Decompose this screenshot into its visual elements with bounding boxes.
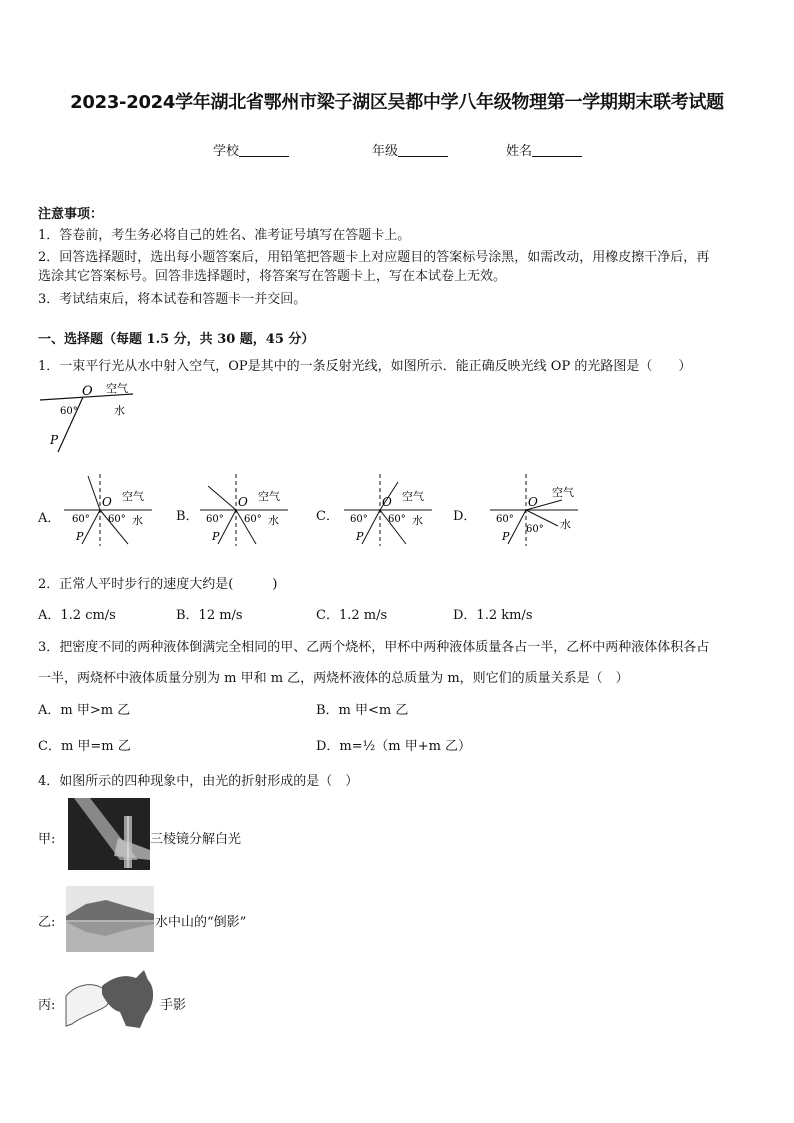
- fig-label-air: 空气: [106, 382, 128, 395]
- svg-text:O: O: [528, 495, 538, 509]
- fig-label-angle: 60°: [60, 406, 78, 417]
- svg-text:空气: 空气: [122, 490, 144, 503]
- svg-text:水: 水: [412, 514, 423, 527]
- question-1-stem: 1．一束平行光从水中射入空气，OP是其中的一条反射光线，如图所示．能正确反映光线 OP 的光路图是（ ）: [38, 359, 692, 374]
- svg-text:P: P: [212, 530, 220, 543]
- q4-item-label: 甲:: [38, 832, 56, 847]
- prism-photo: [68, 798, 150, 870]
- svg-text:60°: 60°: [206, 514, 224, 525]
- grade-field: [372, 140, 448, 159]
- option-c-diagram: [338, 474, 438, 546]
- svg-text:P: P: [356, 530, 364, 543]
- option-a[interactable]: A．: [38, 511, 61, 526]
- school-blank: [239, 144, 289, 157]
- svg-text:空气: 空气: [258, 490, 280, 503]
- mountain-reflection-photo: [66, 886, 154, 952]
- grade-blank: [398, 144, 448, 157]
- option-b-diagram: [194, 474, 294, 546]
- option-a-diagram: [58, 474, 158, 546]
- svg-text:60°: 60°: [244, 514, 262, 525]
- option-d[interactable]: D．: [453, 509, 477, 524]
- question-3-stem-line2: 一半，两烧杯中液体质量分别为 m 甲和 m 乙，两烧杯液体的总质量为 m，则它们的质量关系是（ ）: [38, 671, 629, 686]
- svg-text:60°: 60°: [388, 514, 406, 525]
- svg-text:水: 水: [132, 514, 143, 527]
- hand-shadow-photo: [62, 966, 158, 1032]
- name-blank: [532, 144, 582, 157]
- svg-text:O: O: [238, 495, 248, 509]
- notice-item: 3．考试结束后，将本试卷和答题卡一并交回。: [38, 292, 307, 307]
- q2-option-d[interactable]: D．1.2 km/s: [453, 608, 533, 623]
- section-heading: 一、选择题（每题 1.5 分，共 30 题，45 分）: [38, 332, 315, 347]
- name-label: 姓名: [506, 144, 533, 159]
- svg-text:水: 水: [560, 518, 571, 531]
- grade-label: 年级: [372, 144, 399, 159]
- school-field: [213, 140, 289, 159]
- svg-text:60°: 60°: [108, 514, 126, 525]
- q2-option-b[interactable]: B．12 m/s: [176, 608, 243, 623]
- question-4-stem: 4．如图所示的四种现象中，由光的折射形成的是（ ）: [38, 774, 359, 789]
- notice-item: 2．回答选择题时，选出每小题答案后，用铅笔把答题卡上对应题目的答案标号涂黑，如需改动，用橡皮擦干净后，再: [38, 250, 710, 265]
- name-field: [506, 140, 582, 159]
- fig-label-o: O: [82, 384, 93, 399]
- q4-item-caption: 手影: [160, 998, 187, 1013]
- q4-item-caption: 三棱镜分解白光: [150, 832, 242, 847]
- svg-text:P: P: [76, 530, 84, 543]
- svg-text:空气: 空气: [552, 486, 574, 499]
- q3-option-b[interactable]: B．m 甲<m 乙: [316, 703, 409, 718]
- svg-text:60°: 60°: [526, 524, 544, 535]
- q4-item-caption: 水中山的“倒影”: [155, 915, 247, 930]
- q3-option-d[interactable]: D．m=½（m 甲+m 乙）: [316, 739, 472, 754]
- question-1-figure: [38, 380, 148, 458]
- option-d-diagram: [484, 474, 584, 546]
- svg-text:O: O: [382, 495, 392, 509]
- fig-label-water: 水: [114, 404, 125, 417]
- q4-item-label: 乙:: [38, 915, 56, 930]
- q2-option-a[interactable]: A．1.2 cm/s: [38, 608, 116, 623]
- svg-text:O: O: [102, 495, 112, 509]
- question-3-stem-line1: 3．把密度不同的两种液体倒满完全相同的甲、乙两个烧杯，甲杯中两种液体质量各占一半，乙杯中两种液体体积各占: [38, 640, 710, 655]
- svg-text:空气: 空气: [402, 490, 424, 503]
- q2-option-c[interactable]: C．1.2 m/s: [316, 608, 388, 623]
- svg-text:P: P: [502, 530, 510, 543]
- option-c[interactable]: C．: [316, 509, 339, 524]
- svg-text:60°: 60°: [72, 514, 90, 525]
- svg-text:水: 水: [268, 514, 279, 527]
- q3-option-c[interactable]: C．m 甲=m 乙: [38, 739, 131, 754]
- question-2-stem: 2．正常人平时步行的速度大约是( ): [38, 577, 278, 592]
- q3-option-a[interactable]: A．m 甲>m 乙: [38, 703, 131, 718]
- notice-item: 选涂其它答案标号。回答非选择题时，将答案写在答题卡上，写在本试卷上无效。: [38, 269, 507, 284]
- svg-text:60°: 60°: [496, 514, 514, 525]
- option-b[interactable]: B．: [176, 509, 199, 524]
- school-label: 学校: [213, 144, 240, 159]
- notice-heading: 注意事项：: [38, 207, 104, 222]
- q4-item-label: 丙:: [38, 998, 56, 1013]
- page-title: 2023-2024学年湖北省鄂州市梁子湖区吴都中学八年级物理第一学期期末联考试题: [70, 92, 724, 113]
- notice-item: 1．答卷前，考生务必将自己的姓名、准考证号填写在答题卡上。: [38, 228, 411, 243]
- svg-text:60°: 60°: [350, 514, 368, 525]
- fig-label-p: P: [50, 433, 59, 447]
